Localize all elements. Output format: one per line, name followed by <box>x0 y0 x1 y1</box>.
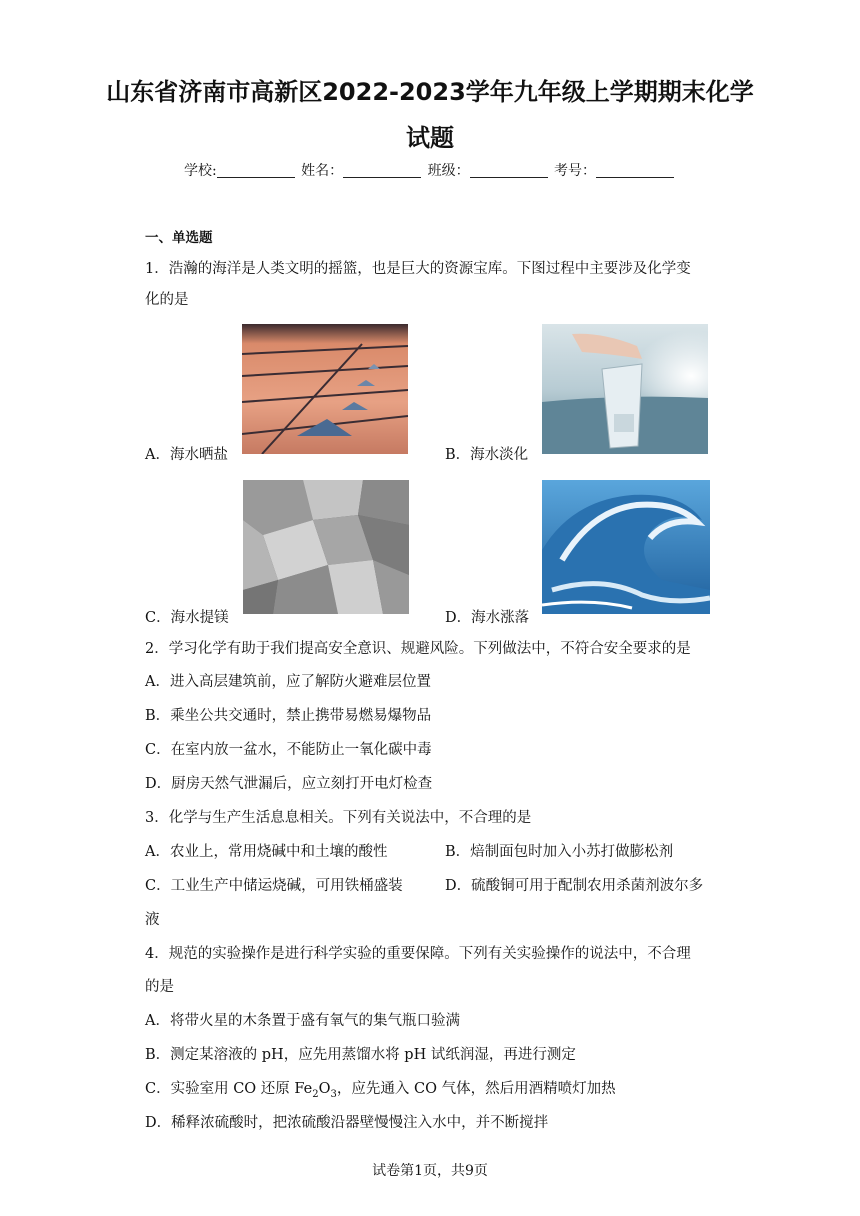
q3-option-d: D．硫酸铜可用于配制农用杀菌剂波尔多 <box>445 878 704 894</box>
salt-pan-image <box>242 324 408 454</box>
q1-option-c: C．海水提镁 <box>145 610 229 626</box>
q1-option-a: A．海水晒盐 <box>145 447 228 463</box>
section-heading: 一、单选题 <box>145 230 213 246</box>
q4-stem-line2: 的是 <box>145 979 174 995</box>
school-blank <box>217 163 295 178</box>
exam-title-line2: 试题 <box>406 124 454 152</box>
number-label: 考号： <box>554 163 597 179</box>
page-footer: 试卷第1页，共9页 <box>372 1163 488 1179</box>
q1-option-b: B．海水淡化 <box>445 447 529 463</box>
ocean-wave-image <box>542 480 710 614</box>
q2-option-a: A．进入高层建筑前，应了解防火避难层位置 <box>145 674 431 690</box>
student-info-line <box>0 160 860 180</box>
q2-option-c: C．在室内放一盆水，不能防止一氧化碳中毒 <box>145 742 432 758</box>
class-label: 班级： <box>427 163 470 179</box>
q4-option-c-sub2: 3 <box>330 1088 337 1100</box>
q3-option-b: B．焙制面包时加入小苏打做膨松剂 <box>445 844 674 860</box>
q2-option-b: B．乘坐公共交通时，禁止携带易燃易爆物品 <box>145 708 432 724</box>
q4-option-c-pre: C．实验室用 CO 还原 Fe <box>145 1081 313 1097</box>
name-blank <box>343 163 421 178</box>
q3-option-a: A．农业上，常用烧碱中和土壤的酸性 <box>145 844 388 860</box>
q4-stem-line1: 4．规范的实验操作是进行科学实验的重要保障。下列有关实验操作的说法中，不合理 <box>145 946 691 962</box>
q4-option-b: B．测定某溶液的 pH，应先用蒸馏水将 pH 试纸润湿，再进行测定 <box>145 1047 576 1063</box>
name-label: 姓名： <box>301 163 344 179</box>
q4-option-d: D．稀释浓硫酸时，把浓硫酸沿器壁慢慢注入水中，并不断搅拌 <box>145 1115 549 1131</box>
q4-option-c-sub1: 2 <box>312 1088 319 1100</box>
q3-option-c: C．工业生产中储运烧碱，可用铁桶盛装 <box>145 878 403 894</box>
q4-option-c-post: ，应先通入 CO 气体，然后用酒精喷灯加热 <box>336 1081 616 1097</box>
q3-stem: 3．化学与生产生活息息相关。下列有关说法中，不合理的是 <box>145 810 532 826</box>
q4-option-c <box>145 1077 616 1100</box>
q2-option-d: D．厨房天然气泄漏后，应立刻打开电灯检查 <box>145 776 433 792</box>
exam-title-line1: 山东省济南市高新区2022-2023学年九年级上学期期末化学 <box>106 78 754 106</box>
class-blank <box>470 163 548 178</box>
number-blank <box>596 163 674 178</box>
q1-option-d: D．海水涨落 <box>445 610 530 626</box>
desalination-image <box>542 324 708 454</box>
q1-stem-line2: 化的是 <box>145 292 189 308</box>
q2-stem: 2．学习化学有助于我们提高安全意识、规避风险。下列做法中，不符合安全要求的是 <box>145 641 691 657</box>
magnesium-image <box>243 480 409 614</box>
q4-option-a: A．将带火星的木条置于盛有氧气的集气瓶口验满 <box>145 1013 460 1029</box>
school-label: 学校: <box>183 163 217 179</box>
q1-stem-line1: 1．浩瀚的海洋是人类文明的摇篮，也是巨大的资源宝库。下图过程中主要涉及化学变 <box>145 261 691 277</box>
q3-option-d-continued: 液 <box>145 912 160 928</box>
q4-option-c-mid: O <box>318 1081 331 1097</box>
